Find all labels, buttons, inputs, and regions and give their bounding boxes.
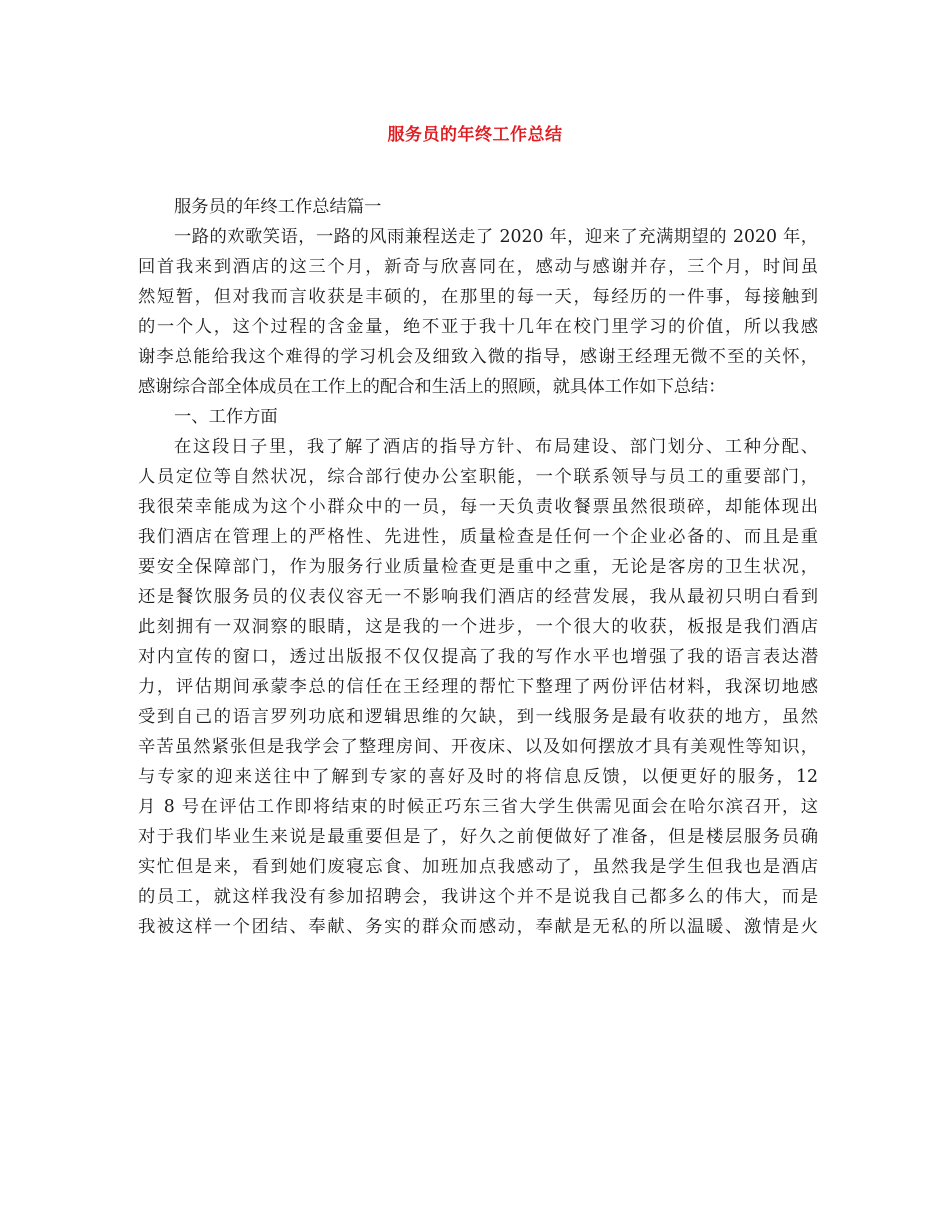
text-line: 还是餐饮服务员的仪表仪容无一不影响我们酒店的经营发展，我从最初只明白看到 [138, 587, 818, 607]
text-line: 一路的欢歌笑语，一路的风雨兼程送走了 2020 年，迎来了充满期望的 2020 年， [174, 227, 818, 247]
text-line: 受到自己的语言罗列功底和逻辑思维的欠缺，到一线服务是最有收获的地方，虽然 [138, 707, 818, 727]
text-line: 的员工，就这样我没有参加招聘会，我讲这个并不是说我自己都多么的伟大，而是 [138, 887, 818, 907]
document-body [138, 192, 818, 942]
text-line: 实忙但是来，看到她们废寝忘食、加班加点我感动了，虽然我是学生但我也是酒店 [138, 857, 818, 877]
text-line: 对于我们毕业生来说是最重要但是了，好久之前便做好了准备，但是楼层服务员确 [138, 827, 818, 847]
text-line: 此刻拥有一双洞察的眼睛，这是我的一个进步，一个很大的收获，板报是我们酒店 [138, 617, 818, 637]
text-line: 感谢综合部全体成员在工作上的配合和生活上的照顾，就具体工作如下总结： [138, 377, 726, 397]
text-line: 我们酒店在管理上的严格性、先进性，质量检查是任何一个企业必备的、而且是重 [138, 527, 818, 547]
text-line: 谢李总能给我这个难得的学习机会及细致入微的指导，感谢王经理无微不至的关怀， [138, 347, 818, 367]
text-line: 我很荣幸能成为这个小群众中的一员，每一天负责收餐票虽然很琐碎，却能体现出 [138, 497, 818, 517]
text-line: 人员定位等自然状况，综合部行使办公室职能，一个联系领导与员工的重要部门， [138, 467, 818, 487]
text-line: 对内宣传的窗口，透过出版报不仅仅提高了我的写作水平也增强了我的语言表达潜 [138, 647, 818, 667]
text-line: 辛苦虽然紧张但是我学会了整理房间、开夜床、以及如何摆放才具有美观性等知识， [138, 737, 818, 757]
text-line: 力，评估期间承蒙李总的信任在王经理的帮忙下整理了两份评估材料，我深切地感 [138, 677, 818, 697]
text-line: 在这段日子里，我了解了酒店的指导方针、布局建设、部门划分、工种分配、 [174, 437, 818, 457]
document-title: 服务员的年终工作总结 [387, 125, 563, 145]
text-line: 服务员的年终工作总结篇一 [174, 197, 382, 217]
text-line: 要安全保障部门，作为服务行业质量检查更是重中之重，无论是客房的卫生状况， [138, 557, 818, 577]
text-line: 然短暂，但对我而言收获是丰硕的，在那里的每一天，每经历的一件事，每接触到 [138, 287, 818, 307]
text-line: 我被这样一个团结、奉献、务实的群众而感动，奉献是无私的所以温暖、激情是火 [138, 917, 818, 937]
text-line: 的一个人，这个过程的含金量，绝不亚于我十几年在校门里学习的价值，所以我感 [138, 317, 818, 337]
text-line: 回首我来到酒店的这三个月，新奇与欣喜同在，感动与感谢并存，三个月，时间虽 [138, 257, 818, 277]
text-line: 月 8 号在评估工作即将结束的时候正巧东三省大学生供需见面会在哈尔滨召开，这 [138, 797, 818, 817]
text-line: 一、工作方面 [174, 407, 278, 427]
text-line: 与专家的迎来送往中了解到专家的喜好及时的将信息反馈，以便更好的服务，12 [138, 767, 818, 787]
